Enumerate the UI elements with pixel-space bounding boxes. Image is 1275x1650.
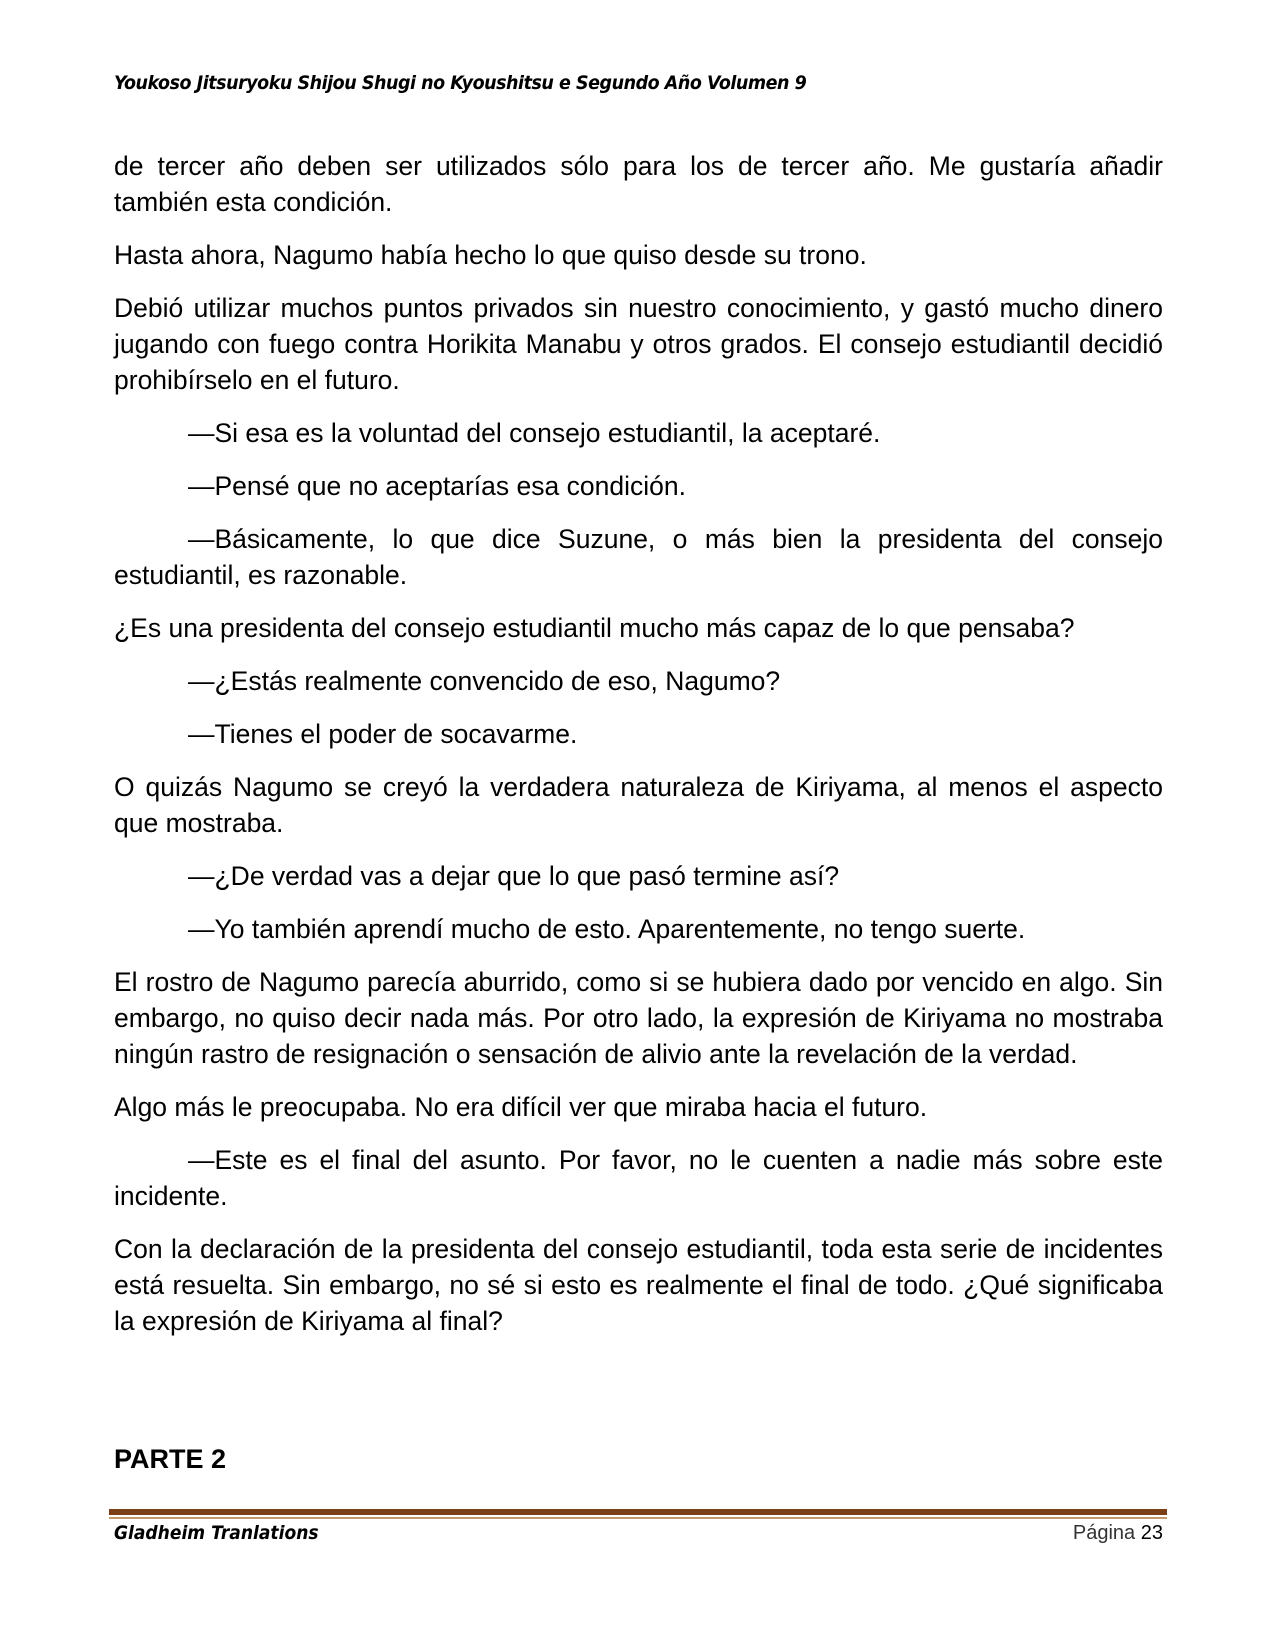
dialogue-paragraph: —Este es el final del asunto. Por favor, no le cuenten a nadie más sobre este incidente.	[114, 1145, 1163, 1211]
paragraph: Debió utilizar muchos puntos privados sin nuestro conocimiento, y gastó mucho dinero jugando con fuego contra Horikita Manabu y otros grados. El consejo estudiantil decidió prohibírselo en el futuro.	[114, 293, 1163, 395]
dialogue-paragraph: —¿Estás realmente convencido de eso, Nagumo?	[188, 666, 781, 696]
dialogue-paragraph: —Si esa es la voluntad del consejo estudiantil, la aceptaré.	[188, 418, 881, 448]
running-header: Youkoso Jitsuryoku Shijou Shugi no Kyoushitsu e Segundo Año Volumen 9	[114, 72, 807, 94]
paragraph: Hasta ahora, Nagumo había hecho lo que quiso desde su trono.	[114, 240, 867, 270]
dialogue-paragraph: —Básicamente, lo que dice Suzune, o más bien la presidenta del consejo estudiantil, es razonable.	[114, 524, 1163, 590]
paragraph: ¿Es una presidenta del consejo estudiantil mucho más capaz de lo que pensaba?	[114, 613, 1075, 643]
dialogue-paragraph: —Pensé que no aceptarías esa condición.	[188, 471, 686, 501]
paragraph: Con la declaración de la presidenta del consejo estudiantil, toda esta serie de incidentes está resuelta. Sin embargo, no sé si esto es realmente el final de todo. ¿Qué significaba la expresión de Kiriyama al final?	[114, 1234, 1163, 1336]
dialogue-paragraph: —¿De verdad vas a dejar que lo que pasó termine así?	[188, 861, 840, 891]
paragraph: de tercer año deben ser utilizados sólo para los de tercer año. Me gustaría añadir también esta condición.	[114, 151, 1163, 217]
dialogue-paragraph: —Tienes el poder de socavarme.	[188, 719, 578, 749]
dialogue-paragraph: —Yo también aprendí mucho de esto. Aparentemente, no tengo suerte.	[188, 914, 1026, 944]
paragraph: El rostro de Nagumo parecía aburrido, como si se hubiera dado por vencido en algo. Sin embargo, no quiso decir nada más. Por otro lado, la expresión de Kiriyama no mostraba ningún rastro de resignación o sensación de alivio ante la revelación de la verdad.	[114, 967, 1163, 1069]
footer-rule-thin	[109, 1517, 1167, 1519]
body-text	[114, 148, 1163, 1356]
page-label: Página	[1072, 1522, 1136, 1544]
section-heading: PARTE 2	[114, 1444, 227, 1474]
page-number-value: 23	[1140, 1522, 1163, 1544]
footer-publisher: Gladheim Tranlations	[114, 1522, 319, 1544]
footer-rule	[109, 1509, 1167, 1515]
paragraph: O quizás Nagumo se creyó la verdadera naturaleza de Kiriyama, al menos el aspecto que mostraba.	[114, 772, 1163, 838]
page-number	[1073, 1522, 1163, 1545]
paragraph: Algo más le preocupaba. No era difícil ver que miraba hacia el futuro.	[114, 1092, 928, 1122]
